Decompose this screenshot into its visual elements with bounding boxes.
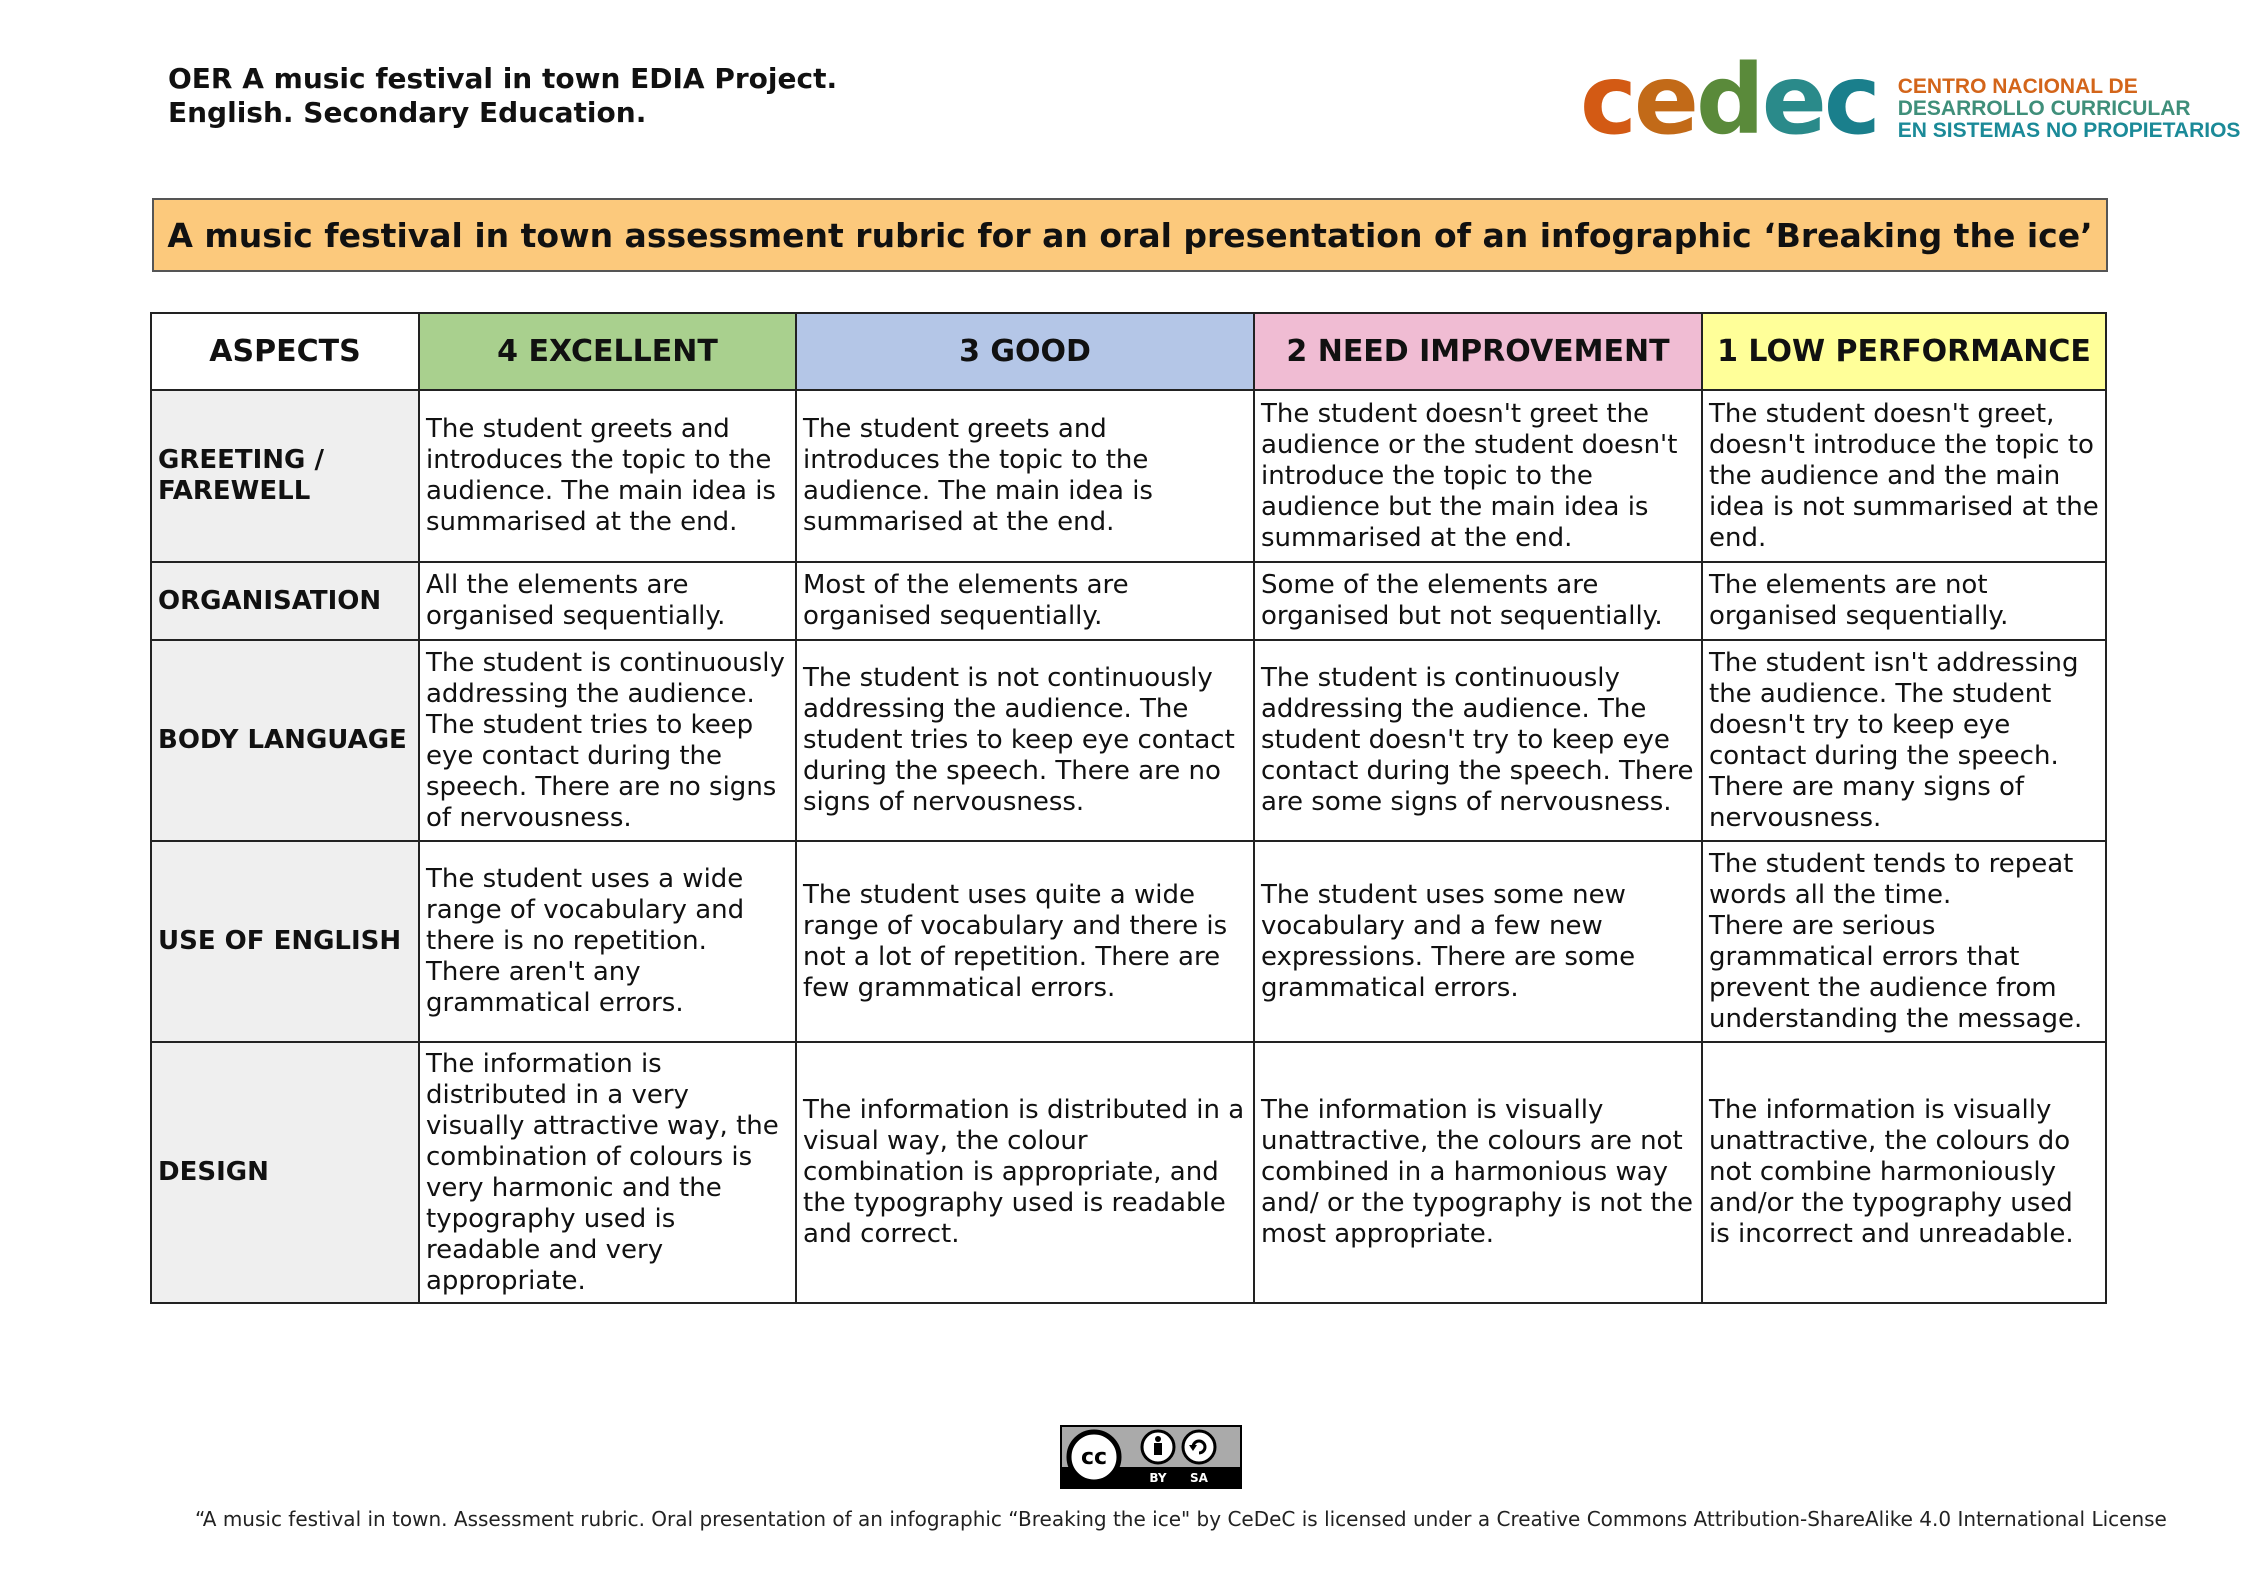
assessment-rubric-table bbox=[150, 312, 2107, 1304]
cc-label: cc bbox=[1080, 1445, 1108, 1470]
header-low-performance: 1 LOW PERFORMANCE bbox=[1702, 313, 2106, 390]
table-cell: The elements are not organised sequentially. bbox=[1702, 562, 2106, 640]
tagline-line-2: DESARROLLO CURRICULAR bbox=[1897, 97, 2191, 120]
table-cell: Most of the elements are organised sequentially. bbox=[796, 562, 1254, 640]
document-header bbox=[168, 62, 837, 130]
sa-label: SA bbox=[1190, 1471, 1208, 1485]
aspect-greeting-farewell: GREETING / FAREWELL bbox=[151, 390, 419, 562]
header-good: 3 GOOD bbox=[796, 313, 1254, 390]
table-cell: The student doesn't greet the audience or the student doesn't introduce the topic to the audience but the main idea is summarised at the end. bbox=[1254, 390, 1702, 562]
table-cell: The information is distributed in a very visually attractive way, the combination of colours is very harmonic and the typography used is readable and very appropriate. bbox=[419, 1042, 796, 1303]
header-line-1: OER A music festival in town EDIA Project. bbox=[168, 62, 838, 95]
rubric-title: A music festival in town assessment rubric for an oral presentation of an infographic ‘Breaking the ice’ bbox=[152, 198, 2108, 272]
aspect-body-language: BODY LANGUAGE bbox=[151, 640, 419, 841]
header-aspects: ASPECTS bbox=[151, 313, 419, 390]
table-cell: The student isn't addressing the audience. The student doesn't try to keep eye contact during the speech. There are many signs of nervousness. bbox=[1702, 640, 2106, 841]
aspect-organisation: ORGANISATION bbox=[151, 562, 419, 640]
header-line-2: English. Secondary Education. bbox=[168, 96, 647, 129]
table-cell: The student is not continuously addressing the audience. The student tries to keep eye contact during the speech. There are no signs of nervousness. bbox=[796, 640, 1254, 841]
header-excellent: 4 EXCELLENT bbox=[419, 313, 796, 390]
cedec-logo-tagline bbox=[1898, 76, 2241, 142]
table-row bbox=[151, 1042, 2106, 1303]
by-label: BY bbox=[1149, 1471, 1167, 1485]
table-cell: The student greets and introduces the topic to the audience. The main idea is summarised at the end. bbox=[419, 390, 796, 562]
table-cell: The information is visually unattractive, the colours do not combine harmoniously and/or the typography used is incorrect and unreadable. bbox=[1702, 1042, 2106, 1303]
table-cell: The student tends to repeat words all the time. There are serious grammatical errors that prevent the audience from understanding the message. bbox=[1702, 841, 2106, 1042]
license-footer: “A music festival in town. Assessment rubric. Oral presentation of an infographic “Breaking the ice" by CeDeC is licensed under a Creative Commons Attribution-ShareAlike 4.0 International License bbox=[195, 1507, 2167, 1531]
table-cell: The student uses quite a wide range of vocabulary and there is not a lot of repetition. There are few grammatical errors. bbox=[796, 841, 1254, 1042]
header-need-improvement: 2 NEED IMPROVEMENT bbox=[1254, 313, 1702, 390]
table-row bbox=[151, 841, 2106, 1042]
aspect-design: DESIGN bbox=[151, 1042, 419, 1303]
cedec-logo bbox=[1580, 44, 2241, 156]
table-row bbox=[151, 640, 2106, 841]
table-cell: The information is visually unattractive, the colours are not combined in a harmonious way and/ or the typography is not the most appropriate. bbox=[1254, 1042, 1702, 1303]
table-cell: The student doesn't greet, doesn't introduce the topic to the audience and the main idea is not summarised at the end. bbox=[1702, 390, 2106, 562]
table-cell: The student is continuously addressing the audience. The student tries to keep eye contact during the speech. There are no signs of nervousness. bbox=[419, 640, 796, 841]
table-cell: The student uses a wide range of vocabulary and there is no repetition. There aren't any grammatical errors. bbox=[419, 841, 796, 1042]
table-cell: The student uses some new vocabulary and a few new expressions. There are some grammatical errors. bbox=[1254, 841, 1702, 1042]
table-cell: Some of the elements are organised but not sequentially. bbox=[1254, 562, 1702, 640]
table-cell: The information is distributed in a visual way, the colour combination is appropriate, and the typography used is readable and correct. bbox=[796, 1042, 1254, 1303]
table-row bbox=[151, 390, 2106, 562]
cc-by-sa-icon bbox=[1062, 1427, 1240, 1487]
table-row bbox=[151, 562, 2106, 640]
tagline-line-1: CENTRO NACIONAL DE bbox=[1897, 75, 2138, 98]
tagline-line-3: EN SISTEMAS NO PROPIETARIOS bbox=[1897, 119, 2241, 142]
table-cell: The student greets and introduces the topic to the audience. The main idea is summarised at the end. bbox=[796, 390, 1254, 562]
header-row bbox=[151, 313, 2106, 390]
cedec-logo-wordmark: cedec bbox=[1580, 44, 1878, 156]
table-cell: All the elements are organised sequentially. bbox=[419, 562, 796, 640]
aspect-use-of-english: USE OF ENGLISH bbox=[151, 841, 419, 1042]
cc-by-sa-license-badge[interactable] bbox=[1060, 1425, 1242, 1489]
table-cell: The student is continuously addressing the audience. The student doesn't try to keep eye contact during the speech. There are some signs of nervousness. bbox=[1254, 640, 1702, 841]
